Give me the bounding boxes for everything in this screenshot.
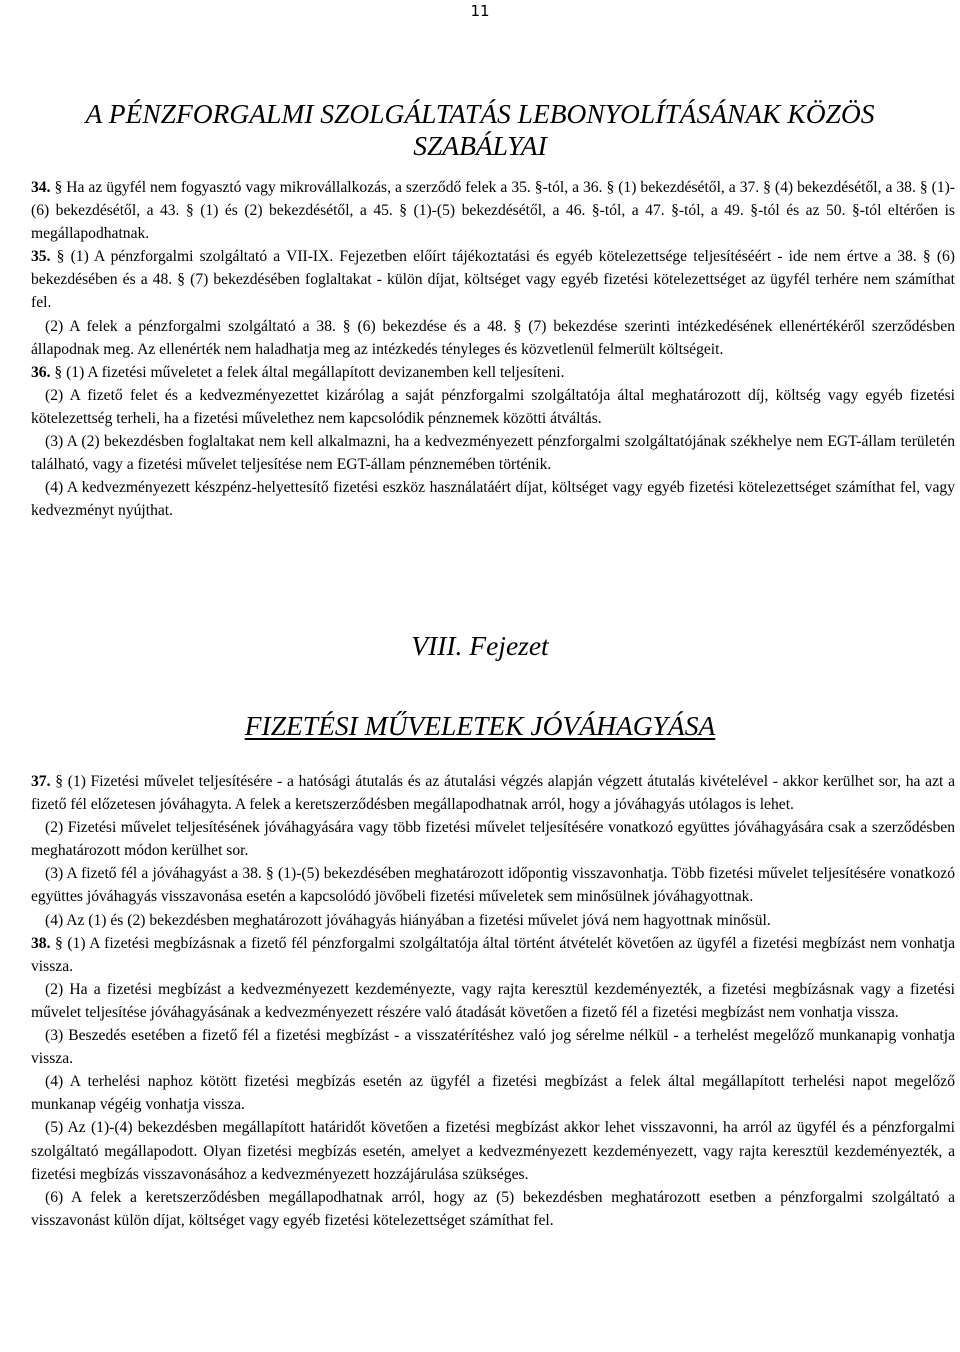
paragraph-text: § (1) A fizetési megbízásnak a fizető fél pénzforgalmi szolgáltatója által történt átvételét követően az ügyfél a fizetési megbízást nem vonhatja vissza. — [31, 934, 955, 975]
paragraph-text: § (1) Fizetési művelet teljesítésére - a hatósági átutalás és az átutalási végzés alapján végzett átutalás kivételével - akkor kerülhet sor, ha azt a fizető fél előzetesen jóváhagyta. A felek a keretszerződésben megállapodhatnak arról, hogy a jóváhagyás utólagos is lehet. — [31, 773, 955, 814]
paragraph — [31, 176, 955, 245]
paragraph-text: (4) A terhelési naphoz kötött fizetési megbízás esetén az ügyfél a fizetési megbízást a felek által megállapított terhelési napot megelőző munkanap végéig vonhatja vissza. — [31, 1073, 955, 1114]
paragraph-text: (2) Ha a fizetési megbízást a kedvezményezett kezdeményezte, vagy rajta keresztül kezdeményezték, a fizetési megbízásnak vagy a fizetési művelet teljesítése jóváhagyásának a kedvezményezett részére való átadását követően a fizető fél a fizetési megbízást nem vonhatja vissza. — [31, 980, 955, 1021]
paragraph-text: (3) Beszedés esetében a fizető fél a fizetési megbízást - a visszatérítéshez való jog sérelme nélkül - a terhelést megelőző munkanapig vonhatja vissza. — [31, 1027, 955, 1068]
paragraph — [31, 770, 955, 816]
page-number: 11 — [470, 2, 490, 20]
chapter-title-text: FIZETÉSI MŰVELETEK JÓVÁHAGYÁSA — [244, 710, 716, 741]
chapter-title — [0, 710, 960, 742]
paragraph — [31, 932, 955, 978]
paragraph-text: (6) A felek a keretszerződésben megállapodhatnak arról, hogy az (5) bekezdésben meghatározott esetben a pénzforgalmi szolgáltató a visszavonást külön díjat, költséget vagy egyéb fizetési kötelezettséget számíthat fel. — [31, 1188, 955, 1229]
paragraph — [31, 430, 955, 476]
section-number: 35. — [31, 248, 51, 266]
paragraph — [31, 384, 955, 430]
paragraph-text: (4) A kedvezményezett készpénz-helyettesítő fizetési eszköz használatáért díjat, költséget vagy egyéb fizetési kötelezettséget számíthat fel, vagy kedvezményt nyújthat. — [31, 479, 955, 520]
paragraph-group-b — [31, 770, 955, 1232]
paragraph — [31, 1116, 955, 1185]
paragraph — [31, 978, 955, 1024]
paragraph — [31, 1186, 955, 1232]
paragraph — [31, 245, 955, 314]
section-title-line-2: SZABÁLYAI — [413, 130, 547, 161]
paragraph-text: (3) A fizető fél a jóváhagyást a 38. § (1)-(5) bekezdésében meghatározott időpontig visszavonhatja. Több fizetési művelet teljesítésére vonatkozó együttes jóváhagyás visszavonása esetén a kapcsolódó jövőbeli fizetési műveletek sem minősülnek jóváhagyottnak. — [31, 865, 955, 906]
paragraph — [31, 476, 955, 522]
paragraph-group-a — [31, 176, 955, 522]
paragraph — [31, 862, 955, 908]
paragraph — [31, 909, 955, 932]
paragraph-text: (2) Fizetési művelet teljesítésének jóváhagyására vagy több fizetési művelet teljesítésére vonatkozó együttes jóváhagyására csak a szerződésben meghatározott módon kerülhet sor. — [31, 819, 955, 860]
paragraph — [31, 816, 955, 862]
section-number: 37. — [31, 773, 51, 790]
paragraph-text: (2) A fizető felet és a kedvezményezettet kizárólag a saját pénzforgalmi szolgáltatója által meghatározott díj, költség vagy egyéb fizetési kötelezettség terheli, ha a fizetési művelethez nem kapcsolódik pénznemek közötti átváltás. — [31, 386, 955, 427]
paragraph-text: § Ha az ügyfél nem fogyasztó vagy mikrovállalkozás, a szerződő felek a 35. §-tól, a 36. § (1) bekezdésétől, a 37. § (4) bekezdésétől, a 38. § (1)-(6) bekezdésétől, a 43. § (1) és (2) bekezdésétől, a 45. § (1)-(5) bekezdésétől, a 46. §-tól, a 47. §-tól, a 49. §-tól és az 50. §-tól eltérően is megállapodhatnak. — [31, 179, 955, 243]
paragraph — [31, 1024, 955, 1070]
paragraph-text: (3) A (2) bekezdésben foglaltakat nem kell alkalmazni, ha a kedvezményezett pénzforgalmi szolgáltatójának székhelye nem EGT-állam területén található, vagy a fizetési művelet teljesítése nem EGT-állam pénznemében történik. — [31, 433, 955, 474]
paragraph — [31, 361, 955, 384]
paragraph-text: § (1) A fizetési műveletet a felek által megállapított devizanemben kell teljesíteni. — [50, 363, 565, 381]
paragraph — [31, 1070, 955, 1116]
section-number: 38. — [31, 934, 51, 952]
section-number: 36. — [31, 363, 51, 381]
paragraph-text: (4) Az (1) és (2) bekezdésben meghatározott jóváhagyás hiányában a fizetési művelet jóvá nem hagyottnak minősül. — [45, 911, 771, 929]
paragraph-text: § (1) A pénzforgalmi szolgáltató a VII-IX. Fejezetben előírt tájékoztatási és egyéb kötelezettsége teljesítéséért - ide nem értve a 38. § (6) bekezdésében és a 48. § (7) bekezdésében foglaltakat - külön díjat, költséget vagy egyéb fizetési kötelezettséget az ügyfél terhére nem számíthat fel. — [31, 248, 955, 312]
chapter-label: VIII. Fejezet — [411, 630, 549, 661]
section-number: 34. — [31, 179, 51, 196]
paragraph — [31, 315, 955, 361]
section-title — [0, 98, 960, 162]
paragraph-text: (2) A felek a pénzforgalmi szolgáltató a 38. § (6) bekezdése és a 48. § (7) bekezdése szerinti intézkedésének ellenértékéről szerződésben állapodnak meg. Az ellenérték nem haladhatja meg az intézkedés tényleges és közvetlenül felmerült költségeit. — [31, 317, 955, 358]
section-title-line-1: A PÉNZFORGALMI SZOLGÁLTATÁS LEBONYOLÍTÁSÁNAK KÖZÖS — [85, 98, 875, 129]
paragraph-text: (5) Az (1)-(4) bekezdésben megállapított határidőt követően a fizetési megbízást akkor lehet visszavonni, ha arról az ügyfél és a pénzforgalmi szolgáltató megállapodott. Olyan fizetési megbízás esetén, amelyet a kedvezményezett kezdeményezett, vagy rajta keresztül kezdeményezték, a fizetési megbízás visszavonásához a kedvezményezett hozzájárulása szükséges. — [31, 1119, 955, 1183]
